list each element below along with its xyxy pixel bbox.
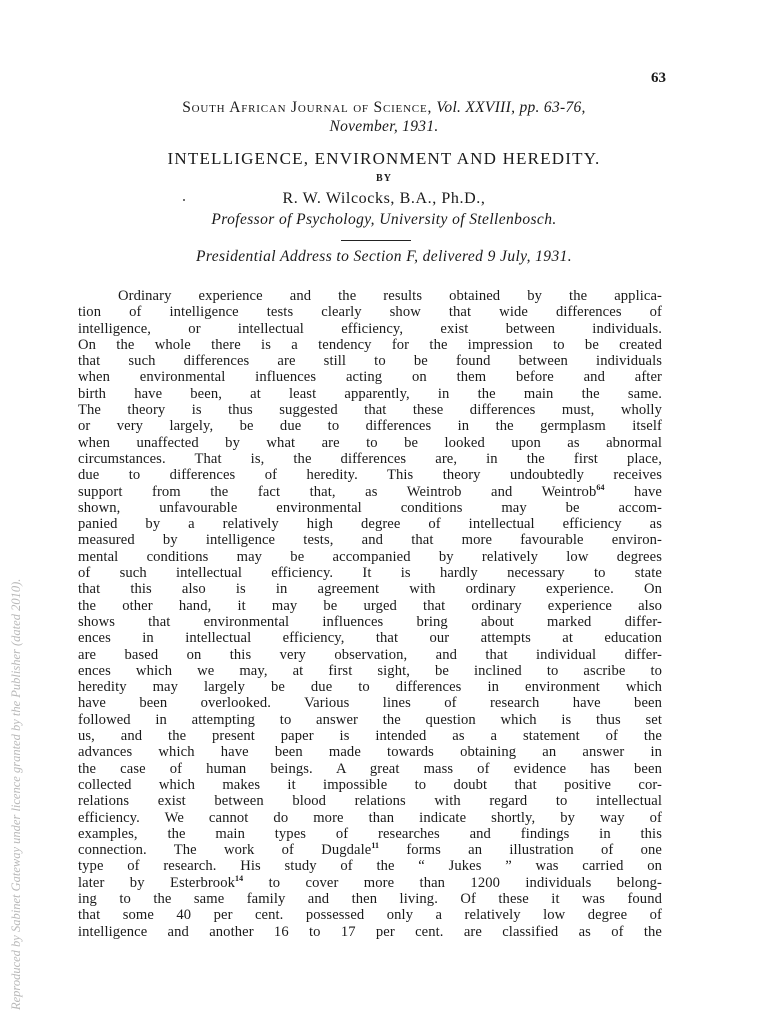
article-title: INTELLIGENCE, ENVIRONMENT AND HEREDITY. xyxy=(167,149,601,168)
text-line: efficiency. We cannot do more than indicate shortly, by way of xyxy=(78,809,662,826)
text-line: relations exist between blood relations with regard to intellectual xyxy=(78,793,662,810)
page-number: 63 xyxy=(651,70,666,86)
text-line: of such intellectual efficiency. It is hardly necessary to state xyxy=(78,565,662,582)
text-line xyxy=(78,875,662,891)
text-line: us, and the present paper is intended as a statement of the xyxy=(78,728,662,745)
text-segment: to cover more than 1200 individuals belong- xyxy=(243,874,663,891)
text-line: circumstances. That is, the differences are, in the first place, xyxy=(78,450,662,467)
text-segment: later by Esterbrook xyxy=(78,874,235,891)
reproduction-watermark: Reproduced by Sabinet Gateway under licence granted by the Publisher (dated 2010). xyxy=(9,578,23,1010)
text-line: birth have been, at least apparently, in the main the same. xyxy=(78,385,662,402)
text-line: the other hand, it may be urged that ordinary experience also xyxy=(78,597,662,614)
divider-rule xyxy=(341,240,411,241)
text-line: due to differences of heredity. This theory undoubtedly receives xyxy=(78,467,662,484)
body-paragraph xyxy=(78,288,662,940)
text-line: the case of human beings. A great mass of evidence has been xyxy=(78,760,662,777)
text-line: advances which have been made towards obtaining an answer in xyxy=(78,744,662,761)
text-line: are based on this very observation, and that individual differ- xyxy=(78,646,662,663)
author-name: R. W. Wilcocks, B.A., Ph.D., xyxy=(282,190,486,207)
by-label: BY xyxy=(376,173,392,184)
text-line: or very largely, be due to differences in the germplasm itself xyxy=(78,418,662,435)
text-line: panied by a relatively high degree of intellectual efficiency as xyxy=(78,516,662,533)
text-line: that this also is in agreement with ordinary experience. On xyxy=(78,581,662,598)
author-affiliation: Professor of Psychology, University of Stellenbosch. xyxy=(211,211,557,228)
text-line: mental conditions may be accompanied by relatively low degrees xyxy=(78,548,662,565)
text-segment: connection. The work of Dugdale xyxy=(78,842,372,859)
text-line xyxy=(78,842,662,858)
text-line: heredity may largely be due to differences in environment which xyxy=(78,679,662,696)
text-line: followed in attempting to answer the question which is thus set xyxy=(78,711,662,728)
text-line xyxy=(78,484,662,500)
reference-superscript: 11 xyxy=(371,841,380,851)
reference-superscript: 64 xyxy=(596,482,605,492)
text-line: measured by intelligence tests, and that more favourable environ- xyxy=(78,532,662,549)
text-line: ences which we may, at first sight, be inclined to ascribe to xyxy=(78,662,662,679)
text-line: intelligence, or intellectual efficiency, exist between individuals. xyxy=(78,320,662,337)
text-line: type of research. His study of the “ Jukes ” was carried on xyxy=(78,858,662,875)
text-line: Ordinary experience and the results obtained by the applica- xyxy=(118,288,662,304)
text-line: that such differences are still to be found between individuals xyxy=(78,353,662,370)
text-line: ences in intellectual efficiency, that our attempts at education xyxy=(78,630,662,647)
text-segment: support from the fact that, as Weintrob and Weintrob xyxy=(78,483,597,500)
text-line: The theory is thus suggested that these differences must, wholly xyxy=(78,402,662,419)
journal-volume: Vol. XXVIII, pp. 63-76, xyxy=(436,99,586,116)
text-line: have been overlooked. Various lines of research have been xyxy=(78,695,662,712)
text-line: when unaffected by what are to be looked upon as abnormal xyxy=(78,434,662,451)
text-line: intelligence and another 16 to 17 per cent. are classified as of the xyxy=(78,923,662,940)
text-line: examples, the main types of researches and findings in this xyxy=(78,825,662,842)
text-line: collected which makes it impossible to doubt that positive cor- xyxy=(78,776,662,793)
text-line: when environmental influences acting on them before and after xyxy=(78,369,662,386)
text-line: that some 40 per cent. possessed only a relatively low degree of xyxy=(78,907,662,924)
journal-name: South African Journal of Science, xyxy=(182,99,433,116)
text-line: tion of intelligence tests clearly show that wide differences of xyxy=(78,304,662,321)
text-line: On the whole there is a tendency for the impression to be created xyxy=(78,336,662,353)
text-line: shown, unfavourable environmental conditions may be accom- xyxy=(78,499,662,516)
text-line: shows that environmental influences bring about marked differ- xyxy=(78,613,662,630)
text-line: ing to the same family and then living. Of these it was found xyxy=(78,890,662,907)
text-segment: forms an illustration of one xyxy=(379,842,662,859)
journal-date: November, 1931. xyxy=(329,118,439,135)
address-note: Presidential Address to Section F, delivered 9 July, 1931. xyxy=(195,248,573,265)
journal-citation xyxy=(60,98,708,136)
text-segment: have xyxy=(604,483,662,500)
reference-superscript: 14 xyxy=(235,873,244,883)
